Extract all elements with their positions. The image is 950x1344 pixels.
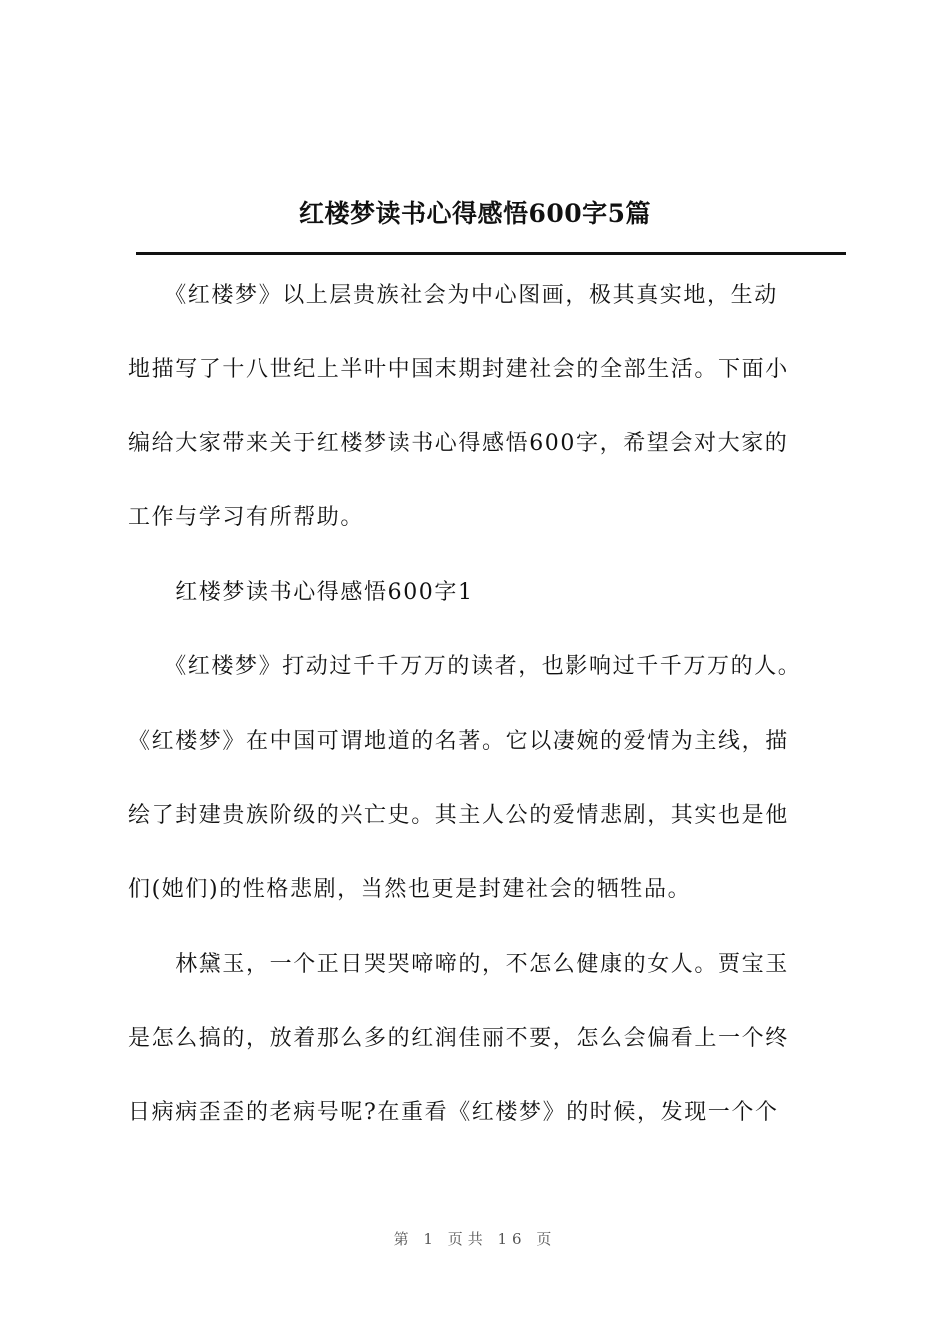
- body-line: 《红楼梦》打动过千千万万的读者，也影响过千千万万的人。: [128, 654, 802, 679]
- body-line: 们(她们)的性格悲剧，当然也更是封建社会的牺牲品。: [128, 877, 692, 902]
- section-heading: 红楼梦读书心得感悟600字1: [128, 580, 474, 605]
- body-line: 《红楼梦》以上层贵族社会为中心图画，极其真实地，生动: [128, 283, 778, 308]
- body-line: 地描写了十八世纪上半叶中国末期封建社会的全部生活。下面小: [128, 357, 789, 382]
- body-line: 林黛玉，一个正日哭哭啼啼的，不怎么健康的女人。贾宝玉: [128, 952, 789, 977]
- page-number-footer: 第 1 页共 16 页: [393, 1230, 557, 1248]
- body-line: 工作与学习有所帮助。: [128, 505, 365, 530]
- body-line: 是怎么搞的，放着那么多的红润佳丽不要，怎么会偏看上一个终: [128, 1026, 789, 1051]
- body-line: 《红楼梦》在中国可谓地道的名著。它以凄婉的爱情为主线，描: [128, 729, 789, 754]
- body-line: 绘了封建贵族阶级的兴亡史。其主人公的爱情悲剧，其实也是他: [128, 803, 789, 828]
- title-rule: [136, 252, 846, 255]
- page-title: 红楼梦读书心得感悟600字5篇: [298, 199, 652, 228]
- body-line: 编给大家带来关于红楼梦读书心得感悟600字，希望会对大家的: [128, 431, 789, 456]
- body-line: 日病病歪歪的老病号呢?在重看《红楼梦》的时候，发现一个个: [128, 1100, 779, 1125]
